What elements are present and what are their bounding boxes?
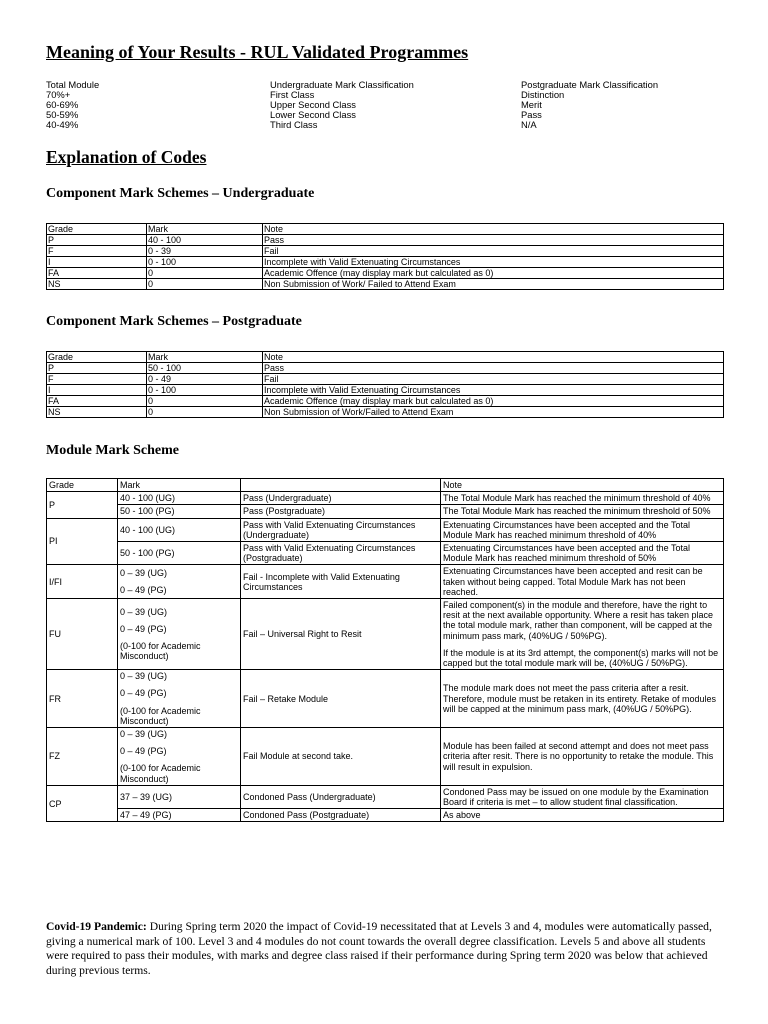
undergraduate-class-line: Undergraduate Mark Classification xyxy=(270,79,414,90)
covid-paragraph xyxy=(46,920,728,978)
grade-cell: FU xyxy=(47,599,118,670)
module-section-heading: Module Mark Scheme xyxy=(46,443,179,458)
note-paragraph: The module mark does not meet the pass criteria after a resit. Therefore, module must be retaken in its entirety. Retake of modules will be capped at the minimum pass mark, (40%UG / 50%PG). xyxy=(443,683,716,714)
mark-line: 0 – 39 (UG) xyxy=(120,671,168,682)
undergraduate-classification-column xyxy=(270,80,414,130)
table-header-row xyxy=(47,352,724,363)
note-cell xyxy=(441,599,724,670)
mark-line: 0 – 39 (UG) xyxy=(120,568,168,579)
covid-text: During Spring term 2020 the impact of Covid-19 necessitated that at Levels 3 and 4, modules were automatically passed, giving a numerical mark of 100. Level 3 and 4 modules do not count towards the overall degree classification. Levels 5 and above all students were required to pass their modules, with marks and degree class raised if their performance during Spring term 2020 was below that achieved during previous terms. xyxy=(46,920,712,977)
table-cell: Pass xyxy=(263,363,724,374)
pg-component-table xyxy=(46,351,724,418)
table-cell: Incomplete with Valid Extenuating Circumstances xyxy=(263,257,724,268)
description-cell: Pass (Undergraduate) xyxy=(241,492,441,505)
note-paragraph: As above xyxy=(443,810,481,821)
postgraduate-class-line: N/A xyxy=(521,119,537,130)
description-cell: Fail Module at second take. xyxy=(241,728,441,786)
table-cell: 0 - 49 xyxy=(147,374,263,385)
description-cell: Condoned Pass (Undergraduate) xyxy=(241,785,441,808)
header-cell: Grade xyxy=(47,479,118,492)
table-header-row xyxy=(47,224,724,235)
grade-cell: P xyxy=(47,492,118,518)
note-paragraph: Failed component(s) in the module and therefore, have the right to resit at the next available opportunity. Where a resit has taken place the total module mark, rather than component, will be capped at the minimum pass mark, (40%UG / 50%PG). xyxy=(443,600,713,641)
table-cell: NS xyxy=(47,279,147,290)
table-row xyxy=(47,670,724,728)
table-row xyxy=(47,257,724,268)
header-cell: Mark xyxy=(118,479,241,492)
table-row xyxy=(47,542,724,565)
table-row xyxy=(47,279,724,290)
description-cell: Fail – Retake Module xyxy=(241,670,441,728)
note-paragraph: Extenuating Circumstances have been accepted and resit can be taken without being capped. Total Module Mark has not been reached. xyxy=(443,566,703,597)
table-row xyxy=(47,396,724,407)
table-cell: P xyxy=(47,363,147,374)
table-header-row xyxy=(47,479,724,492)
undergraduate-class-line: Upper Second Class xyxy=(270,99,356,110)
mark-line: 40 - 100 (UG) xyxy=(120,524,176,535)
total-module-column xyxy=(46,80,99,130)
module-mark-table xyxy=(46,478,724,822)
undergraduate-class-line: Lower Second Class xyxy=(270,109,356,120)
table-row xyxy=(47,599,724,670)
total-module-line: 70%+ xyxy=(46,89,71,100)
mark-line: 37 – 39 (UG) xyxy=(120,791,173,802)
note-paragraph: The Total Module Mark has reached the minimum threshold of 50% xyxy=(443,506,711,517)
note-cell xyxy=(441,542,724,565)
postgraduate-classification-column xyxy=(521,80,658,130)
table-cell: FA xyxy=(47,396,147,407)
table-cell: Incomplete with Valid Extenuating Circumstances xyxy=(263,385,724,396)
mark-cell xyxy=(118,492,241,505)
header-cell: Grade xyxy=(47,224,147,235)
note-cell xyxy=(441,565,724,599)
note-cell xyxy=(441,492,724,505)
note-paragraph: Extenuating Circumstances have been accepted and the Total Module Mark has reached minimum threshold of 50% xyxy=(443,543,690,564)
postgraduate-class-line: Pass xyxy=(521,109,542,120)
description-cell: Fail – Universal Right to Resit xyxy=(241,599,441,670)
description-cell: Pass (Postgraduate) xyxy=(241,505,441,518)
header-cell: Note xyxy=(441,479,724,492)
table-cell: F xyxy=(47,374,147,385)
table-row xyxy=(47,565,724,599)
note-paragraph: The Total Module Mark has reached the minimum threshold of 40% xyxy=(443,493,711,504)
table-cell: NS xyxy=(47,407,147,418)
mark-line: 50 - 100 (PG) xyxy=(120,506,175,517)
note-cell xyxy=(441,518,724,541)
table-row xyxy=(47,809,724,822)
table-cell: 0 - 39 xyxy=(147,246,263,257)
mark-cell xyxy=(118,728,241,786)
mark-cell xyxy=(118,809,241,822)
postgraduate-class-line: Distinction xyxy=(521,89,565,100)
note-cell xyxy=(441,809,724,822)
ug-component-table xyxy=(46,223,724,290)
total-module-line: 60-69% xyxy=(46,99,79,110)
note-cell xyxy=(441,670,724,728)
grade-cell: I/FI xyxy=(47,565,118,599)
table-row xyxy=(47,235,724,246)
table-cell: 50 - 100 xyxy=(147,363,263,374)
note-cell xyxy=(441,505,724,518)
total-module-line: Total Module xyxy=(46,79,100,90)
table-row xyxy=(47,246,724,257)
mark-line: 0 – 49 (PG) xyxy=(120,688,167,699)
table-row xyxy=(47,505,724,518)
table-cell: Pass xyxy=(263,235,724,246)
mark-line: 0 – 49 (PG) xyxy=(120,746,167,757)
mark-line: (0-100 for Academic Misconduct) xyxy=(120,641,201,662)
total-module-line: 50-59% xyxy=(46,109,79,120)
mark-line: 0 – 39 (UG) xyxy=(120,606,168,617)
note-paragraph: Condoned Pass may be issued on one module by the Examination Board if criteria is met – to allow student final classification. xyxy=(443,786,709,808)
table-cell: I xyxy=(47,257,147,268)
grade-cell: CP xyxy=(47,785,118,822)
undergraduate-class-line: First Class xyxy=(270,89,315,100)
table-cell: Academic Offence (may display mark but calculated as 0) xyxy=(263,268,724,279)
total-module-line: 40-49% xyxy=(46,119,79,130)
header-cell: Note xyxy=(263,224,724,235)
note-paragraph: Extenuating Circumstances have been accepted and the Total Module Mark has reached minimum threshold of 40% xyxy=(443,519,690,540)
mark-line: 0 – 49 (PG) xyxy=(120,585,167,596)
header-cell xyxy=(241,479,441,492)
table-cell: 0 xyxy=(147,396,263,407)
grade-cell: FR xyxy=(47,670,118,728)
description-cell: Pass with Valid Extenuating Circumstances (Undergraduate) xyxy=(241,518,441,541)
mark-cell xyxy=(118,542,241,565)
table-cell: 0 - 100 xyxy=(147,257,263,268)
table-cell: 40 - 100 xyxy=(147,235,263,246)
table-row xyxy=(47,268,724,279)
header-cell: Note xyxy=(263,352,724,363)
note-paragraph: If the module is at its 3rd attempt, the component(s) marks will not be capped but the total module mark will be, (40%UG / 50%PG). xyxy=(443,647,719,669)
grade-cell: FZ xyxy=(47,728,118,786)
mark-cell xyxy=(118,505,241,518)
mark-line: (0-100 for Academic Misconduct) xyxy=(120,763,201,784)
page-title: Meaning of Your Results - RUL Validated Programmes xyxy=(46,42,469,62)
table-cell: 0 xyxy=(147,268,263,279)
note-cell xyxy=(441,728,724,786)
codes-heading: Explanation of Codes xyxy=(46,147,207,167)
mark-line: 0 – 49 (PG) xyxy=(120,623,167,634)
table-cell: FA xyxy=(47,268,147,279)
table-row xyxy=(47,785,724,808)
mark-cell xyxy=(118,565,241,599)
header-cell: Mark xyxy=(147,352,263,363)
table-cell: Academic Offence (may display mark but calculated as 0) xyxy=(263,396,724,407)
mark-line: 50 - 100 (PG) xyxy=(120,548,175,559)
mark-line: 47 – 49 (PG) xyxy=(120,810,172,821)
table-cell: Fail xyxy=(263,246,724,257)
table-cell: 0 xyxy=(147,279,263,290)
covid-label: Covid-19 Pandemic: xyxy=(46,920,147,933)
table-row xyxy=(47,407,724,418)
ug-section-heading: Component Mark Schemes – Undergraduate xyxy=(46,186,315,201)
table-cell: Fail xyxy=(263,374,724,385)
pg-section-heading: Component Mark Schemes – Postgraduate xyxy=(46,314,302,329)
postgraduate-class-line: Merit xyxy=(521,99,542,110)
postgraduate-class-line: Postgraduate Mark Classification xyxy=(521,79,659,90)
description-cell: Pass with Valid Extenuating Circumstances (Postgraduate) xyxy=(241,542,441,565)
table-row xyxy=(47,492,724,505)
undergraduate-class-line: Third Class xyxy=(270,119,318,130)
table-cell: I xyxy=(47,385,147,396)
note-cell xyxy=(441,785,724,808)
table-row xyxy=(47,363,724,374)
description-cell: Fail - Incomplete with Valid Extenuating Circumstances xyxy=(241,565,441,599)
mark-cell xyxy=(118,518,241,541)
header-cell: Mark xyxy=(147,224,263,235)
mark-cell xyxy=(118,599,241,670)
description-cell: Condoned Pass (Postgraduate) xyxy=(241,809,441,822)
table-cell: 0 xyxy=(147,407,263,418)
table-cell: Non Submission of Work/ Failed to Attend Exam xyxy=(263,279,724,290)
table-cell: Non Submission of Work/Failed to Attend Exam xyxy=(263,407,724,418)
mark-line: (0-100 for Academic Misconduct) xyxy=(120,705,201,726)
table-row xyxy=(47,518,724,541)
mark-cell xyxy=(118,785,241,808)
table-cell: P xyxy=(47,235,147,246)
mark-line: 40 - 100 (UG) xyxy=(120,493,176,504)
table-cell: F xyxy=(47,246,147,257)
grade-cell: PI xyxy=(47,518,118,565)
header-cell: Grade xyxy=(47,352,147,363)
table-row xyxy=(47,728,724,786)
note-paragraph: Module has been failed at second attempt and does not meet pass criteria after resit. There is no opportunity to retake the module. This will result in expulsion. xyxy=(443,741,714,772)
mark-cell xyxy=(118,670,241,728)
table-cell: 0 - 100 xyxy=(147,385,263,396)
table-row xyxy=(47,374,724,385)
mark-line: 0 – 39 (UG) xyxy=(120,729,168,740)
table-row xyxy=(47,385,724,396)
